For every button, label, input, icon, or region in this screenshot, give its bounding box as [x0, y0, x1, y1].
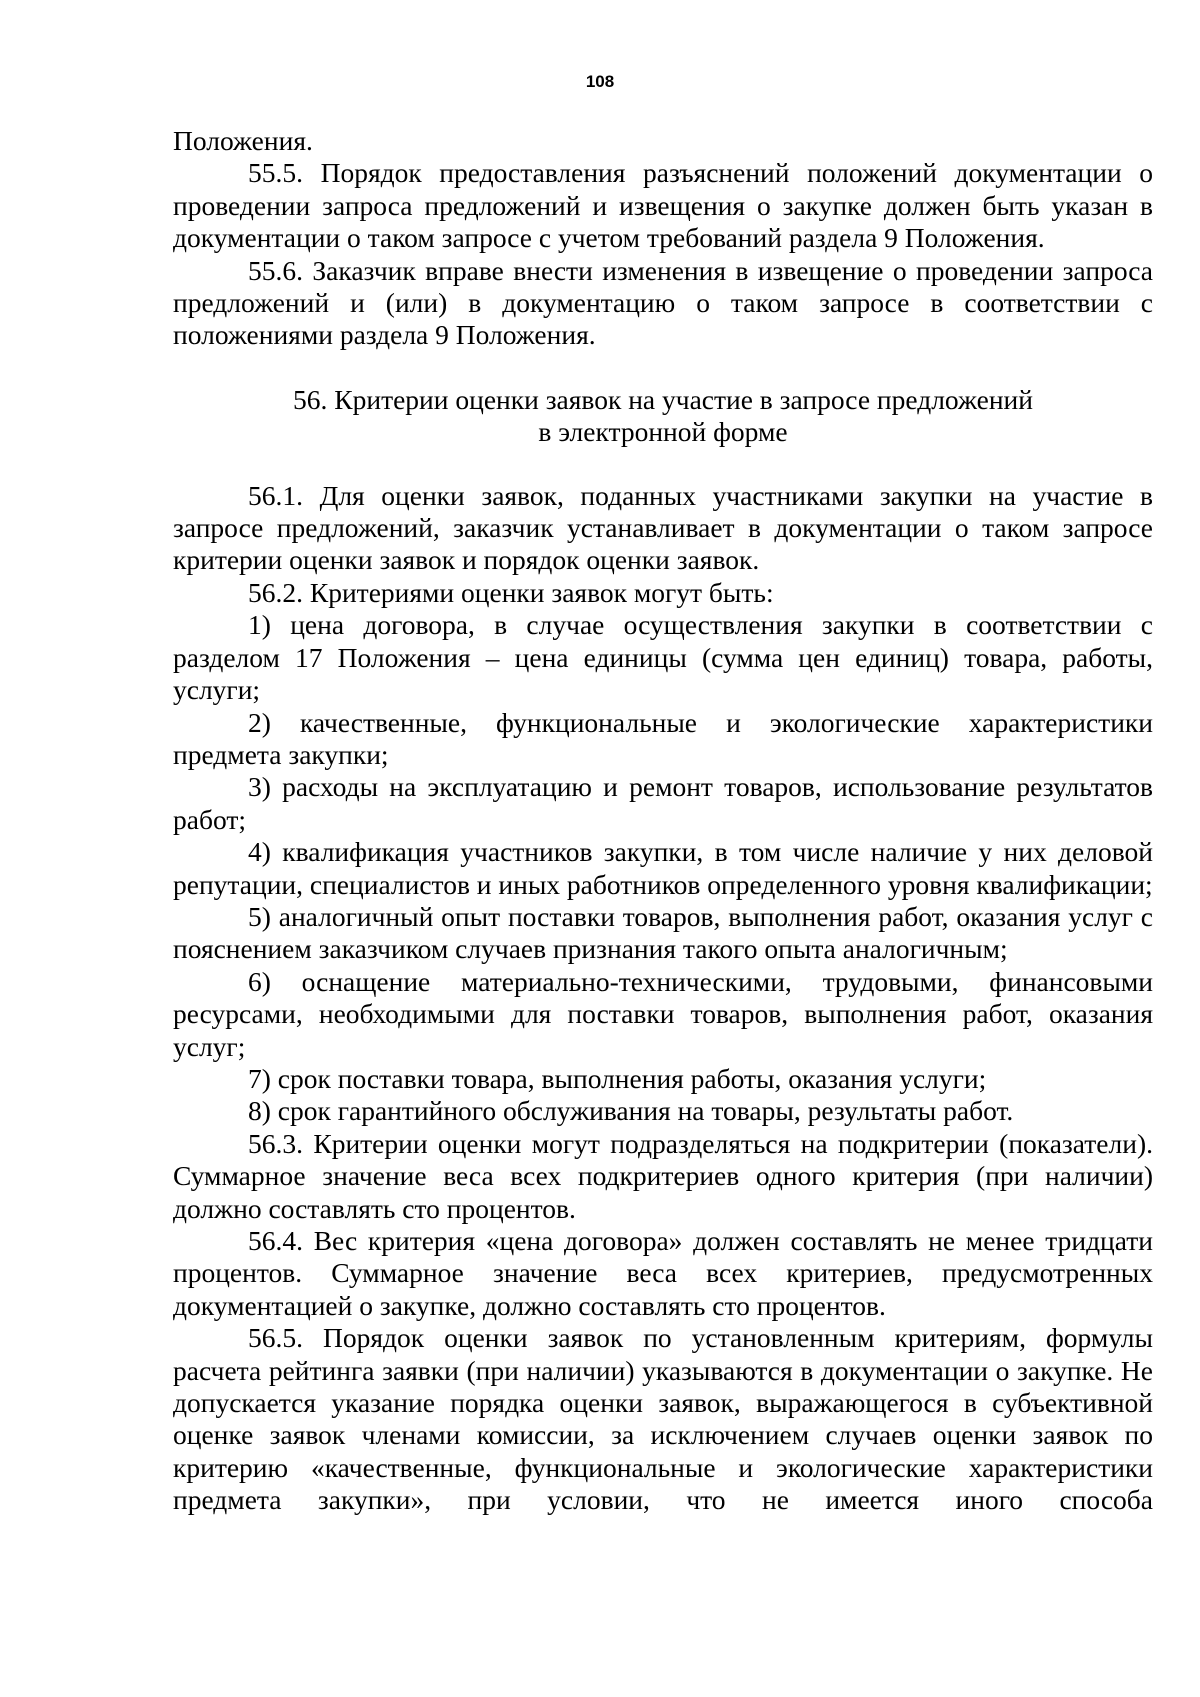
paragraph-55-5: 55.5. Порядок предоставления разъяснений положений документации о проведении запроса предложений и извещения о закупке должен быть указан в документации о таком запросе с учетом требований раздела 9 Положения.	[173, 157, 1153, 254]
section-heading-line-1: 56. Критерии оценки заявок на участие в запросе предложений	[293, 383, 1033, 415]
section-heading-line-2: в электронной форме	[538, 416, 788, 448]
paragraph-55-6: 55.6. Заказчик вправе внести изменения в извещение о проведении запроса предложений и (или) в документацию о таком запросе в соответствии с положениями раздела 9 Положения.	[173, 254, 1153, 351]
paragraph-56-2: 56.2. Критериями оценки заявок могут быть:	[248, 576, 774, 608]
criterion-item-1: 1) цена договора, в случае осуществления закупки в соответствии с разделом 17 Положения – цена единицы (сумма цен единиц) товара, работы, услуги;	[173, 609, 1153, 706]
paragraph-56-4: 56.4. Вес критерия «цена договора» должен составлять не менее тридцати процентов. Суммарное значение веса всех критериев, предусмотренных документацией о закупке, должно составлять сто процентов.	[173, 1225, 1153, 1321]
criterion-item-7: 7) срок поставки товара, выполнения работы, оказания услуги;	[248, 1062, 987, 1094]
criterion-item-6: 6) оснащение материально-техническими, трудовыми, финансовыми ресурсами, необходимыми для поставки товаров, выполнения работ, оказания услуг;	[173, 965, 1153, 1062]
document-body	[173, 125, 1153, 1517]
paragraph-56-5: 56.5. Порядок оценки заявок по установленным критериям, формулы расчета рейтинга заявки (при наличии) указываются в документации о закупке. Не допускается указание порядка оценки заявок, выражающегося в субъективной оценке заявок членами комиссии, за исключением случаев оценки заявок по критерию «качественные, функциональные и экологические характеристики предмета закупки», при условии, что не имеется иного способа	[173, 1322, 1153, 1516]
paragraph-56-3: 56.3. Критерии оценки могут подразделяться на подкритерии (показатели). Суммарное значение веса всех подкритериев одного критерия (при наличии) должно составлять сто процентов.	[173, 1127, 1153, 1224]
criterion-item-2: 2) качественные, функциональные и экологические характеристики предмета закупки;	[173, 706, 1153, 770]
criterion-item-8: 8) срок гарантийного обслуживания на товары, результаты работ.	[248, 1095, 1014, 1127]
criterion-item-4: 4) квалификация участников закупки, в том числе наличие у них деловой репутации, специалистов и иных работников определенного уровня квалификации;	[173, 836, 1153, 900]
intro-paragraph: Положения.	[173, 125, 313, 156]
page-number: 108	[585, 72, 615, 91]
criterion-item-5: 5) аналогичный опыт поставки товаров, выполнения работ, оказания услуг с пояснением заказчиком случаев признания такого опыта аналогичным;	[173, 900, 1153, 965]
paragraph-56-1: 56.1. Для оценки заявок, поданных участниками закупки на участие в запросе предложений, заказчик устанавливает в документации о таком запросе критерии оценки заявок и порядок оценки заявок.	[173, 479, 1153, 576]
section-heading-56	[173, 384, 1153, 449]
criterion-item-3: 3) расходы на эксплуатацию и ремонт товаров, использование результатов работ;	[173, 771, 1153, 835]
